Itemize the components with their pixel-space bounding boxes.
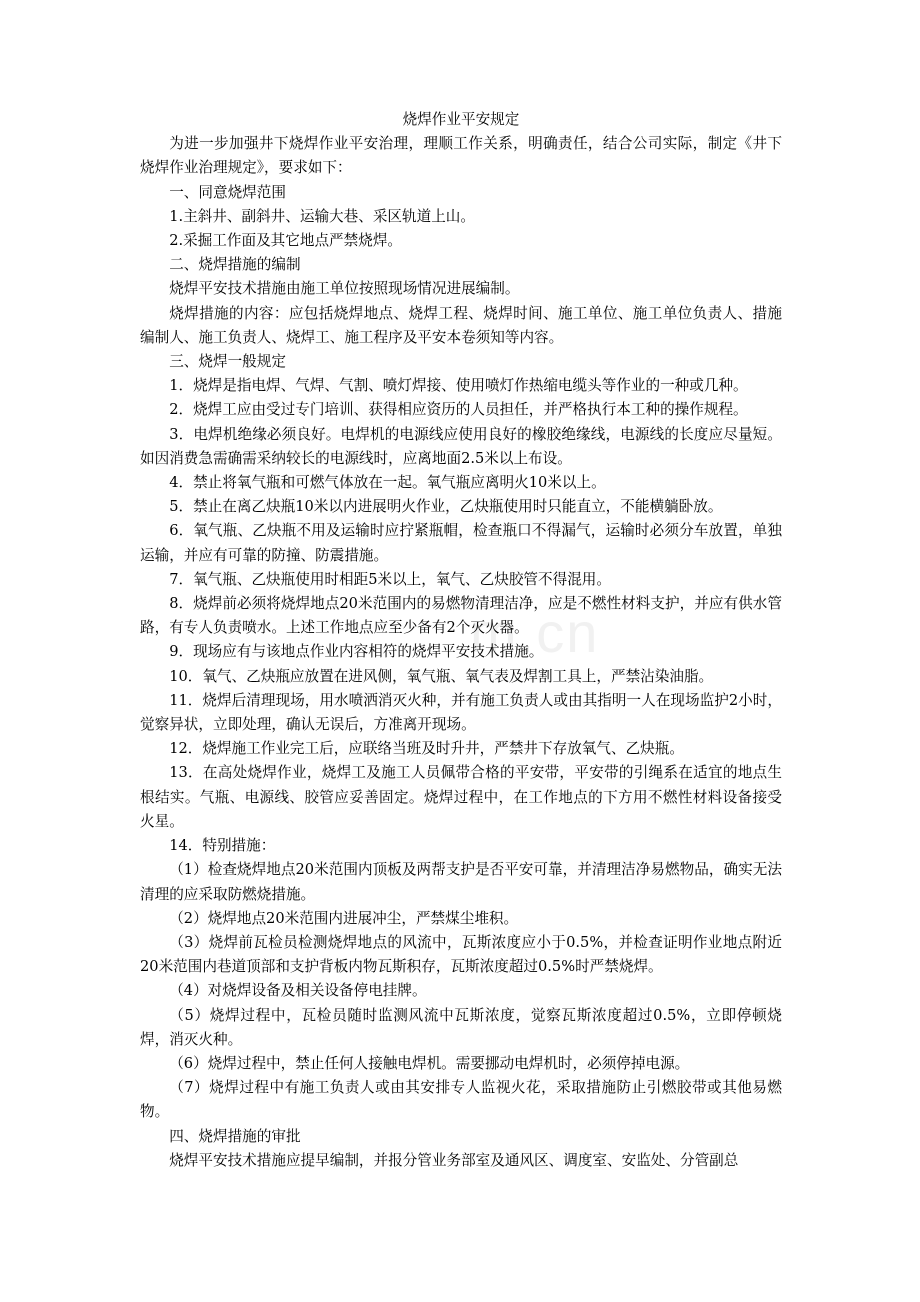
document-paragraph: 11．烧焊后清理现场，用水喷洒消灭火种，并有施工负责人或由其指明一人在现场监护2小时，觉察异状，立即处理，确认无误后，方准离开现场。 (140, 691, 782, 734)
document-paragraph: 12．烧焊施工作业完工后，应联络当班及时升井，严禁井下存放氧气、乙炔瓶。 (169, 740, 684, 758)
document-paragraph: 4．禁止将氧气瓶和可燃气体放在一起。氧气瓶应离明火10米以上。 (169, 474, 606, 492)
document-title: 烧焊作业平安规定 (402, 111, 520, 128)
document-paragraph: 14．特别措施： (169, 837, 276, 855)
document-paragraph: 1.主斜井、副斜井、运输大巷、采区轨道上山。 (169, 207, 475, 225)
document-paragraph: 四、烧焊措施的审批 (169, 1127, 301, 1145)
document-paragraph: 二、烧焊措施的编制 (169, 256, 301, 274)
document-paragraph: （5）烧焊过程中，瓦检员随时监测风流中瓦斯浓度，觉察瓦斯浓度超过0.5%，立即停顿烧焊，消灭火种。 (140, 1006, 782, 1048)
watermark-text: m.cn (470, 601, 600, 664)
document-paragraph: （6）烧焊过程中，禁止任何人接触电焊机。需要挪动电焊机时，必须停掉电源。 (169, 1054, 690, 1072)
document-page (140, 108, 782, 1173)
document-paragraph: 烧焊措施的内容：应包括烧焊地点、烧焊工程、烧焊时间、施工单位、施工单位负责人、措施编制人、施工负责人、烧焊工、施工程序及平安本卷须知等内容。 (140, 304, 782, 346)
document-paragraph: 10．氧气、乙炔瓶应放置在进风侧，氧气瓶、氧气表及焊割工具上，严禁沾染油脂。 (169, 667, 714, 685)
document-paragraph: 三、烧焊一般规定 (169, 353, 286, 371)
document-paragraph: 烧焊平安技术措施由施工单位按照现场情况进展编制。 (169, 280, 520, 298)
document-paragraph: 1．烧焊是指电焊、气焊、气割、喷灯焊接、使用喷灯作热缩电缆头等作业的一种或几种。 (169, 377, 748, 395)
document-paragraph: （2）烧焊地点20米范围内进展冲尘，严禁煤尘堆积。 (169, 909, 519, 927)
document-paragraph: 9．现场应有与该地点作业内容相符的烧焊平安技术措施。 (169, 643, 544, 661)
document-paragraph: （7）烧焊过程中有施工负责人或由其安排专人监视火花，采取措施防止引燃胶带或其他易燃物。 (140, 1079, 782, 1121)
document-paragraph: 7．氧气瓶、乙炔瓶使用时相距5米以上，氧气、乙炔胶管不得混用。 (169, 570, 611, 588)
document-paragraph: （4）对烧焊设备及相关设备停电挂牌。 (169, 982, 427, 1000)
document-paragraph: 8．烧焊前必须将烧焊地点20米范围内的易燃物清理洁净，应是不燃性材料支护，并应有供水管路，有专人负责喷水。上述工作地点应至少备有2个灭火器。 (140, 595, 782, 637)
document-paragraph: 烧焊平安技术措施应提早编制，并报分管业务部室及通风区、调度室、安监处、分管副总 (169, 1151, 739, 1169)
document-paragraph: （3）烧焊前瓦检员检测烧焊地点的风流中，瓦斯浓度应小于0.5%，并检查证明作业地点附近20米范围内巷道顶部和支护背板内物瓦斯积存，瓦斯浓度超过0.5%时严禁烧焊。 (140, 933, 782, 976)
document-paragraph: 5．禁止在离乙炔瓶10米以内进展明火作业，乙炔瓶使用时只能直立，不能横躺卧放。 (169, 498, 723, 516)
document-paragraph: 一、同意烧焊范围 (169, 183, 286, 201)
document-paragraph: （1）检查烧焊地点20米范围内顶板及两帮支护是否平安可靠，并清理洁净易燃物品，确实无法清理的应采取防燃烧措施。 (140, 861, 782, 903)
document-paragraph: 6．氧气瓶、乙炔瓶不用及运输时应拧紧瓶帽，检查瓶口不得漏气，运输时必须分车放置，单独运输，并应有可靠的防撞、防震措施。 (140, 522, 782, 564)
document-paragraph: 13．在高处烧焊作业，烧焊工及施工人员佩带合格的平安带，平安带的引绳系在适宜的地点生根结实。气瓶、电源线、胶管应妥善固定。烧焊过程中，在工作地点的下方用不燃性材料设备接受火星。 (140, 764, 782, 830)
document-paragraph: 3．电焊机绝缘必须良好。电焊机的电源线应使用良好的橡胶绝缘线，电源线的长度应尽量短。如因消费急需确需采纳较长的电源线时，应离地面2.5米以上布设。 (140, 425, 782, 467)
document-body (140, 132, 782, 1173)
document-paragraph: 2．烧焊工应由受过专门培训、获得相应资历的人员担任，并严格执行本工种的操作规程。 (169, 401, 748, 419)
document-paragraph: 为进一步加强井下烧焊作业平安治理，理顺工作关系，明确责任，结合公司实际，制定《井下烧焊作业治理规定》，要求如下： (140, 135, 782, 177)
document-paragraph: 2.采掘工作面及其它地点严禁烧焊。 (169, 232, 403, 250)
